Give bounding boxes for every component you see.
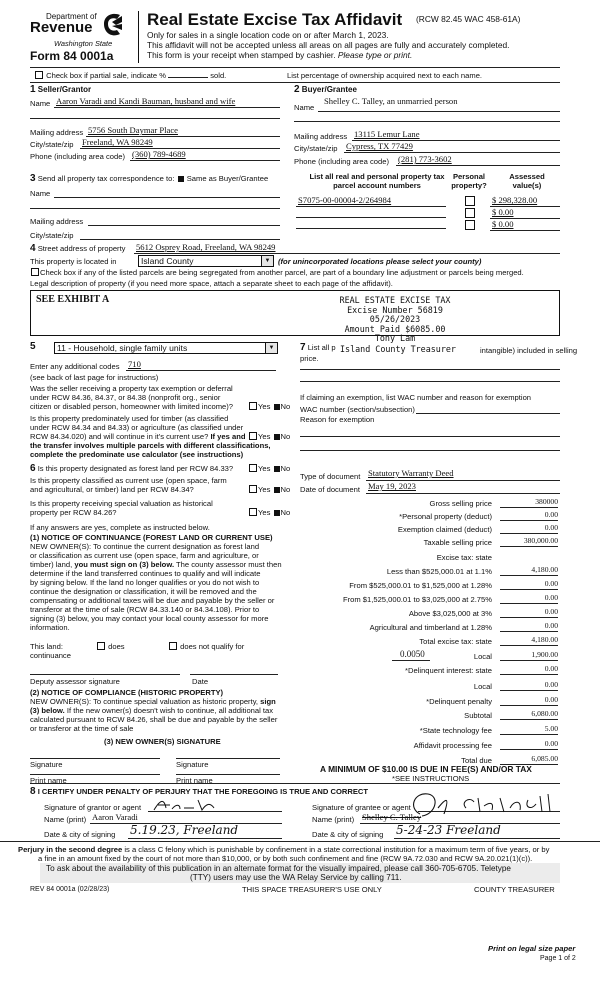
local-label: Local [473, 652, 492, 661]
current-use-no-checkbox[interactable] [274, 487, 280, 493]
s7-label: 7 List all p [300, 342, 336, 353]
tier2-value[interactable]: 0.00 [544, 579, 558, 588]
seller-name-line [54, 107, 280, 108]
delinquent-penalty-line [500, 705, 558, 706]
form-id: Form 84 0001a [30, 49, 114, 63]
print-legal-note: Print on legal size paper [488, 944, 576, 953]
parcel-col-header: List all real and personal property tax parcel account numbers [309, 172, 445, 190]
gross-line [500, 507, 558, 508]
historical-question: Is this property receiving special valuation as historical [30, 499, 213, 508]
rule [30, 67, 560, 68]
local-value[interactable]: 1,900.00 [531, 650, 558, 659]
subtotal-label: Subtotal [464, 711, 492, 720]
exemption-yes-no: Yes No [248, 402, 290, 411]
total-excise-label: Total excise tax: state [419, 637, 492, 646]
local2-line [500, 690, 558, 691]
subtotal-value[interactable]: 6,080.00 [531, 709, 558, 718]
tier3-value[interactable]: 0.00 [544, 593, 558, 602]
buyer-name-label: Name [294, 103, 315, 112]
seller-city[interactable]: Freeland, WA 98249 [82, 137, 153, 147]
tier1-line [500, 575, 558, 576]
assessed-line-1 [490, 206, 560, 207]
correspondence-heading: 3 Send all property tax correspondence to: Same as Buyer/Grantee [30, 173, 269, 184]
personal-label: *Personal property (deduct) [399, 512, 492, 521]
historical-no-checkbox[interactable] [274, 510, 280, 516]
header-note-1: Only for sales in a single location code on or after March 1, 2023. [147, 30, 389, 40]
state-name: Washington State [54, 39, 113, 48]
partial-sale-row: Check box if partial sale, indicate % sold. [34, 71, 226, 80]
land-use-select-value: 11 - Household, single family units [57, 343, 188, 353]
street-address-line [134, 253, 560, 254]
county-treasurer: COUNTY TREASURER [474, 885, 555, 894]
delinquent-penalty-value[interactable]: 0.00 [544, 695, 558, 704]
header-note-2: This affidavit will not be accepted unless all areas on all pages are fully and accurately completed. [147, 40, 510, 50]
stamp-line-3: 05/26/2023 [369, 314, 421, 324]
tech-fee-value[interactable]: 5.00 [544, 724, 558, 733]
buyer-phone-line [396, 165, 560, 166]
s3-mail-line [88, 225, 280, 226]
header-note-3: This form is your receipt when stamped by cashier. Please type or print. [147, 50, 413, 60]
see-instructions: *SEE INSTRUCTIONS [392, 774, 470, 783]
ownership-note: List percentage of ownership acquired next to each name. [287, 71, 483, 80]
grantee-signature[interactable] [400, 788, 560, 820]
wac-number-label: WAC number (section/subsection) [300, 405, 415, 414]
stamp-line-4: Amount Paid $6085.00 [344, 323, 446, 334]
timber-yes-no: Yes No [248, 432, 290, 441]
accessibility-line-1: To ask about the availability of this publication in an alternate format for the visually impaired, please call 360-705-6705. Teletype [46, 864, 511, 873]
does-option: does [96, 642, 125, 651]
county-select[interactable] [138, 255, 274, 267]
street-address-row: 4 Street address of property [30, 243, 126, 254]
owner-sig-label-1: Signature [30, 760, 63, 769]
land-use-select[interactable] [54, 342, 278, 354]
dept-line: Department of [46, 12, 97, 21]
excise-state-label: Excise tax: state [436, 553, 492, 562]
doc-date-label: Date of document [300, 485, 360, 494]
tech-fee-label: *State technology fee [419, 726, 492, 735]
header [0, 0, 600, 66]
rule [30, 82, 560, 83]
s7-label-b: intangible) included in selling [480, 346, 578, 355]
assessed-value-1[interactable]: $ 298,328.00 [492, 195, 538, 205]
revision: REV 84 0001a (02/28/23) [30, 886, 110, 893]
county-select-value: Island County [141, 256, 194, 266]
grantor-date-line [128, 838, 282, 839]
tier4-value[interactable]: 0.00 [544, 607, 558, 616]
buyer-mail[interactable]: 13115 Lemur Lane [354, 129, 420, 139]
total-due-label: Total due [461, 756, 492, 765]
assessed-line-3 [490, 230, 560, 231]
grantor-sig-label: Signature of grantor or agent [44, 803, 142, 812]
personal-line [500, 520, 558, 521]
personal-value[interactable]: 0.00 [544, 510, 558, 519]
doc-date[interactable]: May 19, 2023 [368, 481, 416, 491]
assessed-col-header: Assessed value(s) [509, 172, 545, 190]
exemption-claimed-label: Exemption claimed (deduct) [397, 525, 492, 534]
assessed-value-2[interactable]: $ 0.00 [492, 207, 514, 217]
segregate-checkbox[interactable] [31, 268, 39, 276]
seller-phone-line [130, 160, 280, 161]
agricultural-line [500, 631, 558, 632]
seller-mail[interactable]: 5756 South Daymar Place [88, 125, 178, 135]
reason-line-1 [300, 436, 560, 437]
personal-col-header: Personal property? [451, 172, 487, 190]
historical-yes-no: Yes No [248, 508, 290, 517]
legal-description-label: Legal description of property (if you need more space, attach a separate sheet to each page of the affidavit). [30, 279, 393, 288]
timber-no-checkbox[interactable] [274, 434, 280, 440]
legal-description-box[interactable] [30, 290, 560, 336]
affidavit-fee-value[interactable]: 0.00 [544, 739, 558, 748]
parcel-line-2 [296, 217, 446, 218]
seller-city-label: City/state/zip [30, 140, 74, 149]
buyer-mail-label: Mailing address [294, 132, 348, 141]
delinquent-interest-value[interactable]: 0.00 [544, 664, 558, 673]
buyer-phone[interactable]: (281) 773-3602 [398, 154, 452, 164]
partial-sale-checkbox[interactable] [35, 71, 43, 79]
s3-name-line-2 [30, 208, 280, 209]
doc-type-label: Type of document [300, 472, 361, 481]
tier4-line [500, 617, 558, 618]
grantee-date-city[interactable]: 5-24-23 Freeland [396, 823, 501, 837]
s7-line-1 [300, 369, 560, 370]
buyer-city-label: City/state/zip [294, 144, 338, 153]
s7-label-c: price. [300, 354, 319, 363]
stamp-line-2: Excise Number 56819 [347, 304, 443, 315]
delinquent-interest-line [500, 674, 558, 675]
taxable-line [500, 546, 558, 547]
owner-sig-line-1 [30, 758, 160, 759]
personal-property-checkbox-3[interactable] [465, 220, 475, 230]
current-use-yes-checkbox[interactable] [249, 485, 257, 493]
s3-name-line [54, 197, 280, 198]
s7-line-2 [300, 381, 560, 382]
tech-fee-line [500, 734, 558, 735]
parcel-line-1 [296, 206, 446, 207]
header-divider [138, 11, 139, 63]
buyer-city-line [344, 152, 560, 153]
treasurer-stamp [330, 296, 460, 344]
grantee-name-label: Name (print) [312, 815, 355, 824]
forest-yes-checkbox[interactable] [249, 464, 257, 472]
reason-line-2 [300, 450, 560, 451]
additional-codes[interactable]: 710 [128, 359, 141, 369]
new-owner-signature-title: (3) NEW OWNER(S) SIGNATURE [104, 737, 221, 746]
street-address[interactable]: 5612 Osprey Road, Freeland, WA 98249 [136, 242, 276, 252]
grantor-date-label: Date & city of signing [44, 830, 116, 839]
form-title: Real Estate Excise Tax Affidavit [147, 10, 403, 29]
notice-continuance-title: (1) NOTICE OF CONTINUANCE (FOREST LAND OR CURRENT USE) [30, 533, 273, 542]
agricultural-value[interactable]: 0.00 [544, 621, 558, 630]
historical-yes-checkbox[interactable] [249, 508, 257, 516]
chevron-down-icon[interactable]: ▼ [261, 256, 273, 266]
taxable-value[interactable]: 380,000.00 [523, 536, 558, 545]
gross-value[interactable]: 380000 [535, 497, 558, 506]
deputy-sig-label: Deputy assessor signature [30, 677, 120, 686]
additional-codes-label: Enter any additional codes [30, 362, 120, 371]
segregate-row: Check box if any of the listed parcels are being segregated from another parcel, are part of a boundary line adjustment or parcels being merged. [30, 268, 524, 277]
grantee-date-label: Date & city of signing [312, 830, 384, 839]
treasurer-use-only: THIS SPACE TREASURER'S USE ONLY [242, 885, 382, 894]
forest-land-question: 6 Is this property designated as forest land per RCW 84.33? [30, 463, 234, 474]
deputy-date-label: Date [192, 677, 209, 686]
grantee-date-line [394, 838, 560, 839]
located-label: This property is located in [30, 257, 117, 266]
exemption-no-checkbox[interactable] [274, 404, 280, 410]
taxable-label: Taxable selling price [423, 538, 492, 547]
grantee-name[interactable]: Shelley C. Talley [362, 812, 422, 822]
delinquent-interest-label: *Delinquent interest: state [405, 666, 492, 675]
tier2-line [500, 589, 558, 590]
reason-label: Reason for exemption [300, 415, 375, 424]
s3-mail-label: Mailing address [30, 217, 84, 226]
grantor-name[interactable]: Aaron Varadi [92, 812, 138, 822]
seller-name-line-2 [30, 118, 280, 119]
doc-date-line [366, 493, 560, 494]
owner-sig-label-2: Signature [176, 760, 209, 769]
perjury-line-2: a fine in an amount fixed by the court of not more than $10,000, or by both such confinement and fine (RCW 9A.72.030 and RCW 9A.20.021(1)(c)). [38, 854, 533, 863]
s3-city-line [80, 239, 280, 240]
s3-name-label: Name [30, 189, 51, 198]
parcel-line-3 [296, 228, 446, 229]
buyer-city[interactable]: Cypress, TX 77429 [346, 141, 413, 151]
chevron-down-icon[interactable]: ▼ [265, 343, 277, 353]
affidavit-fee-label: Affidavit processing fee [413, 741, 492, 750]
affidavit-fee-line [500, 749, 558, 750]
buyer-name-line [318, 111, 560, 112]
exemption-wac-label: If claiming an exemption, list WAC number and reason for exemption [300, 393, 532, 402]
buyer-name-line-2 [294, 121, 560, 122]
exemption-yes-checkbox[interactable] [249, 402, 257, 410]
seller-name[interactable]: Aaron Varadi and Kandi Bauman, husband and wife [56, 96, 236, 106]
tier1-label: Less than $525,000.01 at 1.1% [386, 567, 492, 576]
see-last-page: (see back of last page for instructions) [30, 373, 159, 382]
personal-property-checkbox-2[interactable] [465, 208, 475, 218]
owner-print-label-2: Print name [176, 776, 213, 785]
revenue-wordmark: Revenue [30, 19, 93, 36]
gross-label: Gross selling price [429, 499, 492, 508]
stamp-line-6: Island County Treasurer [340, 344, 456, 354]
perjury-line-1: Perjury in the second degree is a class C felony which is punishable by confinement in a state correctional institution for a maximum term of five years, or by [18, 845, 550, 854]
s3-city-label: City/state/zip [30, 231, 74, 240]
grantor-date-city[interactable]: 5.19.23, Freeland [130, 823, 239, 837]
rule [30, 783, 560, 784]
forest-yes-no: Yes No [248, 464, 290, 473]
assessed-value-3[interactable]: $ 0.00 [492, 219, 514, 229]
does-checkbox[interactable] [97, 642, 105, 650]
this-land-label: This land: [30, 642, 63, 651]
if-any-yes: If any answers are yes, complete as instructed below. [30, 523, 210, 532]
stamp-line-5: Tony Lam [374, 333, 416, 343]
current-use-yes-no: Yes No [248, 485, 290, 494]
tier3-line [500, 603, 558, 604]
county-note: (for unincorporated locations please select your county) [278, 257, 482, 266]
local-line [500, 660, 558, 661]
deputy-sig-line [30, 674, 180, 675]
tier2-label: From $525,000.01 to $1,525,000 at 1.28% [349, 581, 492, 590]
exemption-claimed-line [500, 533, 558, 534]
doc-type[interactable]: Statutory Warranty Deed [368, 468, 454, 478]
owner-print-line-1 [30, 774, 160, 775]
notice-compliance-title: (2) NOTICE OF COMPLIANCE (HISTORIC PROPERTY) [30, 688, 224, 697]
seller-mail-label: Mailing address [30, 128, 84, 137]
stamp-line-1: REAL ESTATE EXCISE TAX [339, 295, 451, 305]
seller-phone[interactable]: (360) 789-4689 [132, 149, 186, 159]
total-excise-value[interactable]: 4,180.00 [531, 635, 558, 644]
parcel-number[interactable]: S7075-00-00004-2/264984 [298, 195, 392, 205]
local2-label: Local [473, 682, 492, 691]
local-rate[interactable]: 0.0050 [400, 649, 425, 659]
buyer-name[interactable]: Shelley C. Talley, an unmarried person [324, 96, 458, 106]
additional-codes-line [126, 370, 276, 371]
forest-no-checkbox[interactable] [274, 466, 280, 472]
seller-phone-label: Phone (including area code) [30, 152, 125, 161]
total-excise-line [500, 645, 558, 646]
minimum-due: A MINIMUM OF $10.00 IS DUE IN FEE(S) AND/OR TAX [320, 764, 532, 774]
timber-yes-checkbox[interactable] [249, 432, 257, 440]
current-use-question: Is this property classified as current use (open space, farm [30, 476, 227, 485]
rule [0, 841, 600, 842]
owner-print-line-2 [176, 774, 280, 775]
does-not-option: does not qualify for [168, 642, 244, 651]
seller-name-label: Name [30, 99, 51, 108]
continuance-label: continuance [30, 651, 71, 660]
tier1-value[interactable]: 4,180.00 [531, 565, 558, 574]
grantee-sig-label: Signature of grantee or agent [312, 803, 411, 812]
buyer-phone-label: Phone (including area code) [294, 157, 389, 166]
revenue-logo-icon [100, 10, 126, 38]
accessibility-line-2: (TTY) users may use the WA Relay Service by calling 711. [190, 873, 402, 882]
seller-heading: 1 Seller/Grantor [30, 84, 92, 95]
grantor-signature[interactable] [150, 796, 240, 814]
delinquent-penalty-label: *Delinquent penalty [426, 697, 492, 706]
total-due-value[interactable]: 6,085.00 [531, 754, 558, 763]
assessed-line-2 [490, 218, 560, 219]
grantor-name-label: Name (print) [44, 815, 87, 824]
form-citation: (RCW 82.45 WAC 458-61A) [416, 14, 521, 24]
same-as-buyer-checkbox[interactable] [178, 176, 184, 182]
buyer-heading: 2 Buyer/Grantee [294, 84, 357, 95]
s5-num: 5 [30, 341, 36, 352]
exemption-claimed-value[interactable]: 0.00 [544, 523, 558, 532]
personal-property-checkbox-1[interactable] [465, 196, 475, 206]
subtotal-line [500, 719, 558, 720]
wac-line [416, 413, 560, 414]
current-use-question-2: and agricultural, or timber) land per RCW 84.34? [30, 485, 194, 494]
historical-question-2: property per RCW 84.26? [30, 508, 117, 517]
certify-line: 8 I CERTIFY UNDER PENALTY OF PERJURY THAT THE FOREGOING IS TRUE AND CORRECT [30, 786, 369, 797]
deputy-date-line [190, 674, 278, 675]
tier4-label: Above $3,025,000 at 3% [408, 609, 492, 618]
local2-value[interactable]: 0.00 [544, 680, 558, 689]
agricultural-label: Agricultural and timberland at 1.28% [369, 623, 492, 632]
tier3-label: From $1,525,000.01 to $3,025,000 at 2.75% [342, 595, 492, 604]
owner-print-label-1: Print name [30, 776, 67, 785]
does-not-checkbox[interactable] [169, 642, 177, 650]
legal-description: SEE EXHIBIT A [36, 294, 110, 305]
page-number: Page 1 of 2 [540, 955, 576, 962]
owner-sig-line-2 [176, 758, 280, 759]
